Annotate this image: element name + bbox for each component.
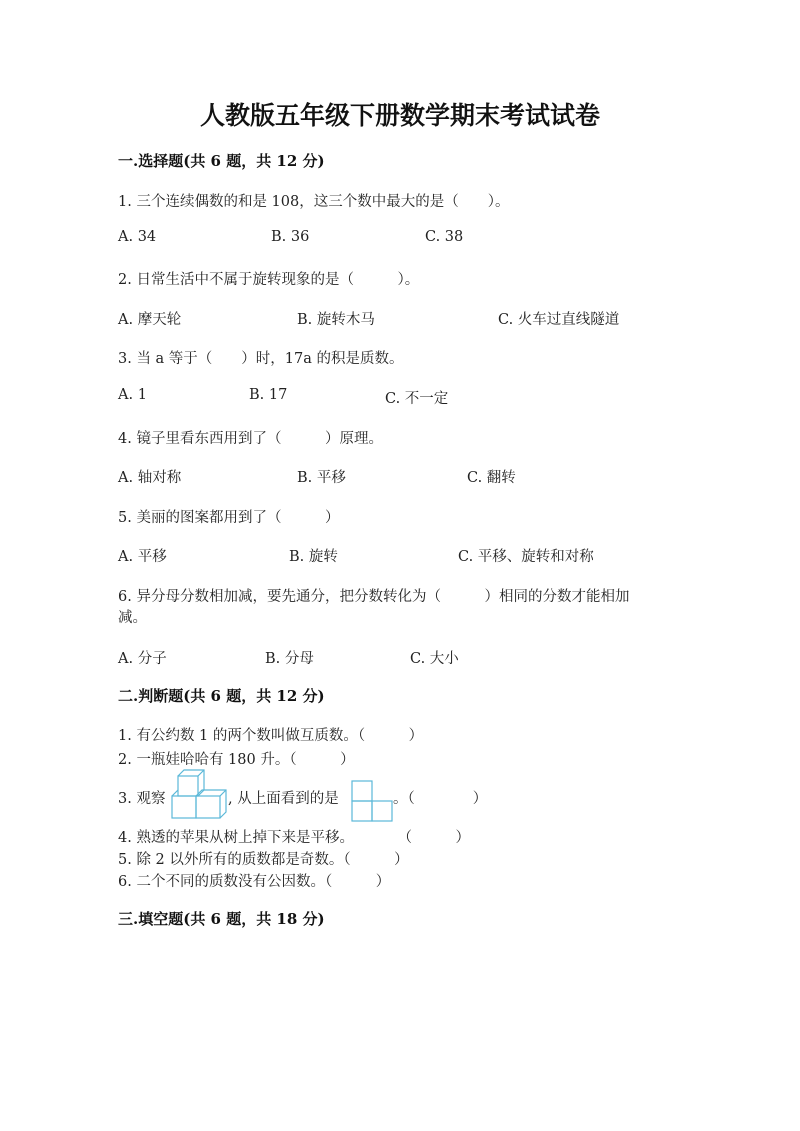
choice-question-1: 1. 三个连续偶数的和是 108，这三个数中最大的是（ ）。	[118, 194, 510, 210]
choice-2-option-b: B. 旋转木马	[297, 312, 375, 328]
judge-question-5: 5. 除 2 以外所有的质数都是奇数。（ ）	[118, 852, 409, 868]
choice-6-option-c: C. 大小	[410, 651, 459, 667]
choice-2-option-c: C. 火车过直线隧道	[498, 312, 620, 328]
choice-2-option-a: A. 摩天轮	[118, 312, 182, 328]
choice-1-option-c: C. 38	[425, 229, 464, 245]
top-view-figure	[351, 780, 393, 822]
choice-question-6-cont: 减。	[118, 610, 147, 626]
choice-1-option-a: A. 34	[118, 229, 157, 245]
choice-question-2: 2. 日常生活中不属于旋转现象的是（ ）。	[118, 272, 420, 288]
choice-4-option-b: B. 平移	[297, 470, 346, 486]
choice-5-option-a: A. 平移	[118, 549, 167, 565]
choice-question-3: 3. 当 a 等于（ ）时，17a 的积是质数。	[118, 351, 404, 367]
choice-6-option-b: B. 分母	[265, 651, 314, 667]
choice-4-option-c: C. 翻转	[467, 470, 516, 486]
choice-question-4: 4. 镜子里看东西用到了（ ）原理。	[118, 431, 383, 447]
judge-question-3-prefix: 3. 观察	[118, 791, 166, 807]
judge-question-1: 1. 有公约数 1 的两个数叫做互质数。（ ）	[118, 728, 424, 744]
judge-question-3-middle: , 从上面看到的是	[228, 791, 339, 807]
choice-3-option-b: B. 17	[249, 387, 288, 403]
choice-question-5: 5. 美丽的图案都用到了（ ）	[118, 510, 340, 526]
choice-1-option-b: B. 36	[271, 229, 310, 245]
page-title: 人教版五年级下册数学期末考试试卷	[199, 101, 600, 130]
judge-question-4: 4. 熟透的苹果从树上掉下来是平移。 （ ）	[118, 830, 470, 846]
judge-question-6: 6. 二个不同的质数没有公因数。（ ）	[118, 874, 391, 890]
section-heading-choice: 一.选择题(共 6 题，共 12 分)	[118, 152, 325, 170]
choice-6-option-a: A. 分子	[118, 651, 167, 667]
choice-3-option-a: A. 1	[118, 387, 147, 403]
choice-5-option-c: C. 平移、旋转和对称	[458, 549, 594, 565]
choice-4-option-a: A. 轴对称	[118, 470, 182, 486]
judge-question-3-suffix: 。（ ）	[393, 791, 488, 807]
choice-question-6: 6. 异分母分数相加减，要先通分，把分数转化为（ ）相同的分数才能相加	[118, 589, 630, 605]
section-heading-judge: 二.判断题(共 6 题，共 12 分)	[118, 687, 325, 705]
choice-5-option-b: B. 旋转	[289, 549, 338, 565]
cube-stack-figure	[170, 768, 230, 822]
choice-3-option-c: C. 不一定	[385, 391, 449, 407]
section-heading-fill: 三.填空题(共 6 题，共 18 分)	[118, 910, 325, 928]
judge-question-2: 2. 一瓶娃哈哈有 180 升。（ ）	[118, 752, 355, 768]
